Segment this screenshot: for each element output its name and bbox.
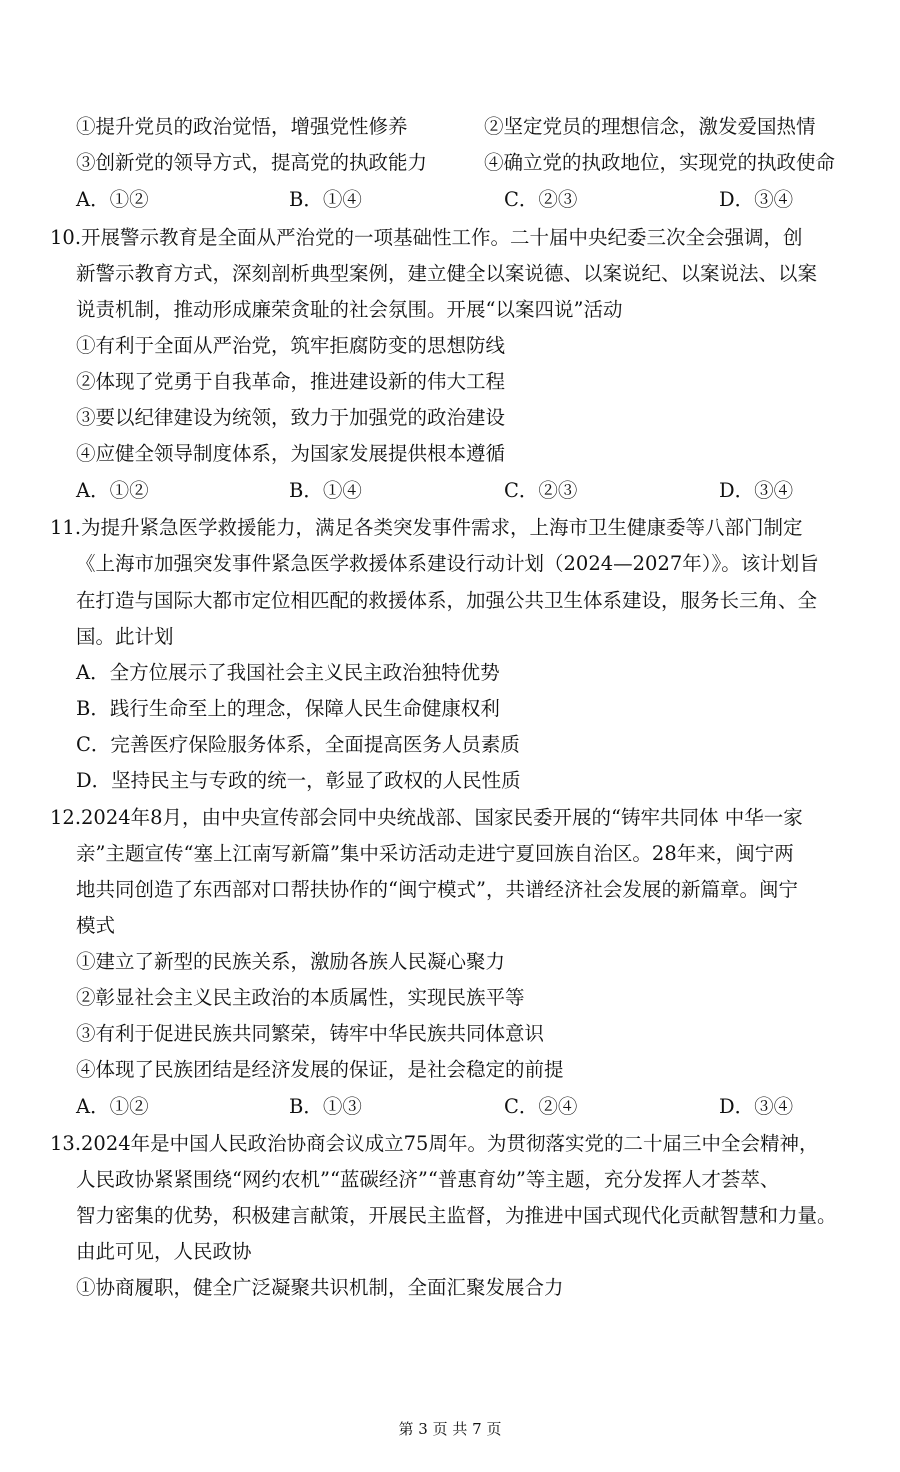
q12-stem-line-4: 模式	[76, 914, 116, 937]
q12-choice-d: D．③④	[719, 1095, 794, 1118]
q12-statement-2: ②彰显社会主义民主政治的本质属性，实现民族平等	[76, 986, 525, 1009]
q11-stem-line-1: 11.为提升紧急医学救援能力，满足各类突发事件需求，上海市卫生健康委等八部门制定	[50, 516, 803, 539]
q10-choice-a: A．①②	[76, 479, 149, 502]
q9-choice-a: A．①②	[76, 188, 149, 211]
q12-stem-line-2: 亲”主题宣传“塞上江南写新篇”集中采访活动走进宁夏回族自治区。28年来，闽宁两	[76, 842, 794, 865]
q13-stem-line-2: 人民政协紧紧围绕“网约农机”“蓝碳经济”“普惠育幼”等主题，充分发挥人才荟萃、	[76, 1168, 780, 1191]
q10-statement-2: ②体现了党勇于自我革命，推进建设新的伟大工程	[76, 370, 506, 393]
q12-statement-4: ④体现了民族团结是经济发展的保证，是社会稳定的前提	[76, 1058, 564, 1081]
q12-stem-line-3: 地共同创造了东西部对口帮扶协作的“闽宁模式”，共谱经济社会发展的新篇章。闽宁	[76, 878, 798, 901]
q11-option-d: D．坚持民主与专政的统一，彰显了政权的人民性质	[76, 769, 521, 792]
q10-stem-line-2: 新警示教育方式，深刻剖析典型案例，建立健全以案说德、以案说纪、以案说法、以案	[76, 262, 818, 285]
q11-stem-line-3: 在打造与国际大都市定位相匹配的救援体系，加强公共卫生体系建设，服务长三角、全	[76, 589, 818, 612]
q10-statement-4: ④应健全领导制度体系，为国家发展提供根本遵循	[76, 442, 506, 465]
q9-statement-3: ③创新党的领导方式，提高党的执政能力	[76, 151, 428, 174]
q9-statement-2: ②坚定党员的理想信念，激发爱国热情	[484, 115, 816, 138]
q11-option-c: C．完善医疗保险服务体系，全面提高医务人员素质	[76, 733, 520, 756]
q11-stem-line-2: 《上海市加强突发事件紧急医学救援体系建设行动计划（2024—2027年）》。该计划旨	[76, 552, 819, 575]
q9-statement-1: ①提升党员的政治觉悟，增强党性修养	[76, 115, 408, 138]
q11-stem-line-4: 国。此计划	[76, 625, 174, 648]
q12-choice-b: B．①③	[289, 1095, 362, 1118]
q10-stem-line-1: 10.开展警示教育是全面从严治党的一项基础性工作。二十届中央纪委三次全会强调，创	[50, 226, 803, 249]
q13-stem-line-1: 13.2024年是中国人民政治协商会议成立75周年。为贯彻落实党的二十届三中全会精神，	[50, 1132, 819, 1155]
q12-choice-c: C．②④	[504, 1095, 578, 1118]
q12-stem-line-1: 12.2024年8月，由中央宣传部会同中央统战部、国家民委开展的“铸牢共同体 中华一家	[50, 806, 803, 829]
q12-choice-a: A．①②	[76, 1095, 149, 1118]
q10-statement-3: ③要以纪律建设为统领，致力于加强党的政治建设	[76, 406, 506, 429]
q13-stem-line-3: 智力密集的优势，积极建言献策，开展民主监督，为推进中国式现代化贡献智慧和力量。	[76, 1204, 837, 1227]
q10-statement-1: ①有利于全面从严治党，筑牢拒腐防变的思想防线	[76, 334, 506, 357]
q10-stem-line-3: 说责机制，推动形成廉荣贪耻的社会氛围。开展“以案四说”活动	[76, 298, 623, 321]
q9-statement-4: ④确立党的执政地位，实现党的执政使命	[484, 151, 836, 174]
q12-statement-3: ③有利于促进民族共同繁荣，铸牢中华民族共同体意识	[76, 1022, 545, 1045]
q11-option-b: B．践行生命至上的理念，保障人民生命健康权利	[76, 697, 500, 720]
q13-statement-1: ①协商履职，健全广泛凝聚共识机制，全面汇聚发展合力	[76, 1276, 564, 1299]
q9-choice-b: B．①④	[289, 188, 362, 211]
q10-choice-c: C．②③	[504, 479, 578, 502]
q9-choice-d: D．③④	[719, 188, 794, 211]
q12-statement-1: ①建立了新型的民族关系，激励各族人民凝心聚力	[76, 950, 506, 973]
q10-choice-b: B．①④	[289, 479, 362, 502]
q13-stem-line-4: 由此可见，人民政协	[76, 1240, 252, 1263]
q10-choice-d: D．③④	[719, 479, 794, 502]
page-number: 第 3 页 共 7 页	[398, 1420, 502, 1438]
q11-option-a: A．全方位展示了我国社会主义民主政治独特优势	[76, 661, 500, 684]
q9-choice-c: C．②③	[504, 188, 578, 211]
